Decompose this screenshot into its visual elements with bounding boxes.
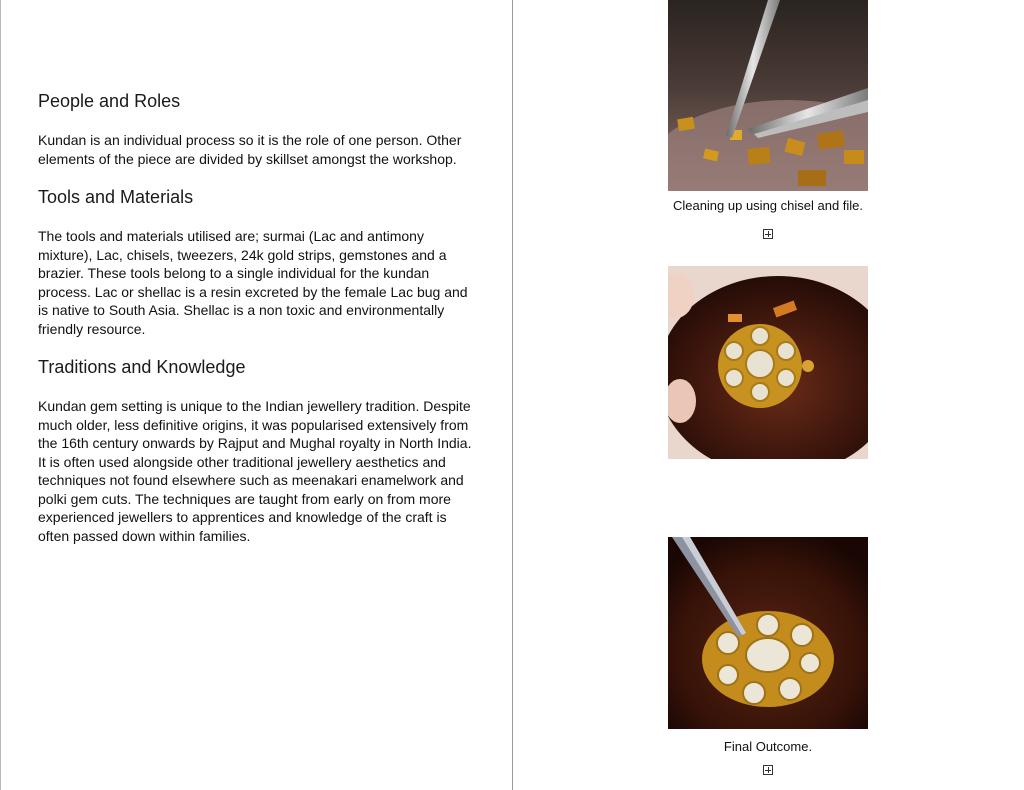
figure-cleaning-photo bbox=[668, 0, 868, 191]
expand-icon[interactable] bbox=[763, 765, 773, 775]
page-edge bbox=[0, 0, 1, 790]
section-heading-people-roles: People and Roles bbox=[38, 91, 181, 111]
cleaning-photo-image bbox=[668, 0, 868, 191]
section-body-people-roles: Kundan is an individual process so it is the role of one person. Other elements of the piece are divided by skillset amongst the workshop. bbox=[38, 132, 462, 167]
section-body-tools-materials: The tools and materials utilised are; surmai (Lac and antimony mixture), Lac, chisels, tweezers, 24k gold strips, gemstones and a brazier. These tools belong to a single individual for the kundan process. Lac or shellac is a resin excreted by the female Lac bug and is native to South Asia. Shellac is a non toxic and environmentally friendly resource. bbox=[38, 228, 468, 337]
figure-caption-cleaning: Cleaning up using chisel and file. bbox=[672, 198, 864, 213]
section-body-traditions: Kundan gem setting is unique to the Indian jewellery tradition. Despite much older, less definitive origins, it was popularised extensively from the 16th century onwards by Rajput and Mughal royalty in North India. It is often used alongside other traditional jewellery aesthetics and techniques not found elsewhere such as meenakari enamelwork and polki gem cuts. The techniques are taught from early on from more experienced jewellers to apprentices and knowledge of the craft is often passed down within families. bbox=[38, 398, 472, 544]
page-spine bbox=[512, 0, 513, 790]
figure-setting-photo bbox=[668, 266, 868, 459]
figure-final-photo bbox=[668, 537, 868, 729]
expand-icon[interactable] bbox=[763, 229, 773, 239]
section-heading-traditions: Traditions and Knowledge bbox=[38, 357, 246, 377]
left-page bbox=[38, 90, 478, 563]
section-heading-tools-materials: Tools and Materials bbox=[38, 187, 194, 207]
setting-photo-image bbox=[668, 266, 868, 459]
final-photo-image bbox=[668, 537, 868, 729]
figure-caption-final: Final Outcome. bbox=[723, 739, 813, 754]
